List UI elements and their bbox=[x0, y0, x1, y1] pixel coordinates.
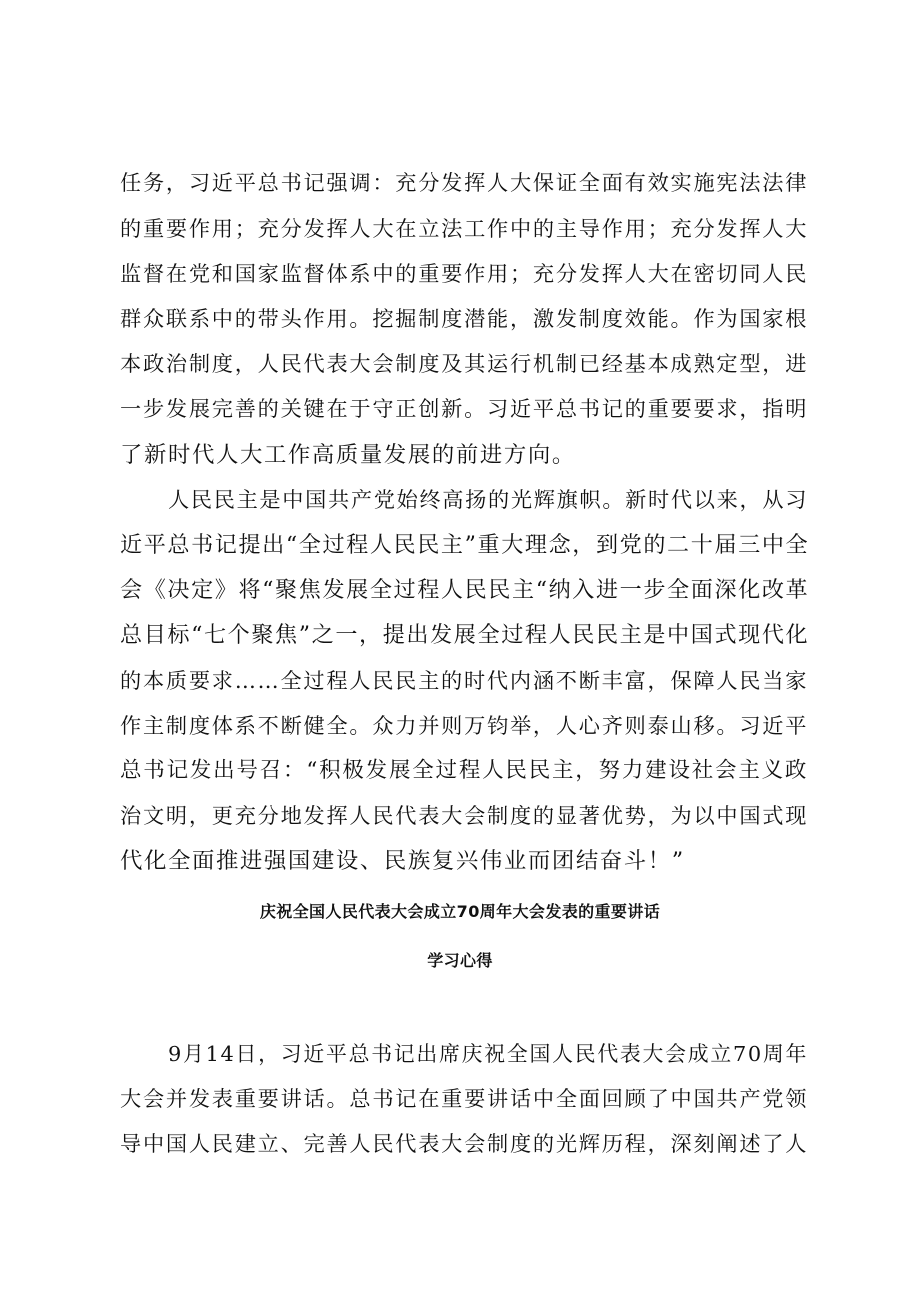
paragraph-line: 总目标“七个聚焦”之一，提出发展全过程人民民主是中国式现代化 bbox=[120, 622, 810, 648]
paragraph-line: 的重要作用；充分发挥人大在立法工作中的主导作用；充分发挥人大 bbox=[120, 216, 808, 241]
paragraph-line: 本政治制度，人民代表大会制度及其运行机制已经基本成熟定型，进 bbox=[120, 351, 808, 376]
paragraph-line: 总书记发出号召：“积极发展全过程人民民主，努力建设社会主义政 bbox=[120, 758, 808, 783]
paragraph-line: 作主制度体系不断健全。众力并则万钧举，人心齐则泰山移。习近平 bbox=[120, 713, 808, 738]
paragraph-line: 会《决定》将“聚焦发展全过程人民民主“纳入进一步全面深化改革 bbox=[120, 577, 810, 603]
paragraph-line: 群众联系中的带头作用。挖掘制度潜能，激发制度效能。作为国家根 bbox=[120, 306, 808, 331]
paragraph-line: 近平总书记提出“全过程人民民主”重大理念，到党的二十届三中全 bbox=[120, 532, 810, 558]
heading-line-2: 学习心得 bbox=[427, 951, 493, 970]
paragraph-line: 人民民主是中国共产党始终高扬的光辉旗帜。新时代以来，从习 bbox=[168, 487, 808, 512]
paragraph-line: 的本质要求……全过程人民民主的时代内涵不断丰富，保障人民当家 bbox=[120, 668, 808, 693]
paragraph-line: 治文明，更充分地发挥人民代表大会制度的显著优势，为以中国式现 bbox=[120, 803, 808, 828]
paragraph-line: 一步发展完善的关键在于守正创新。习近平总书记的重要要求，指明 bbox=[120, 396, 808, 421]
paragraph-line: 代化全面推进强国建设、民族复兴伟业而团结奋斗！” bbox=[120, 848, 685, 874]
paragraph-line: 了新时代人大工作高质量发展的前进方向。 bbox=[120, 442, 576, 468]
paragraph-line: 监督在党和国家监督体系中的重要作用；充分发挥人大在密切同人民 bbox=[120, 261, 808, 286]
paragraph-line: 9月14日，习近平总书记出席庆祝全国人民代表大会成立70周年 bbox=[168, 1042, 808, 1066]
paragraph-line: 大会并发表重要讲话。总书记在重要讲话中全面回顾了中国共产党领 bbox=[120, 1086, 808, 1111]
paragraph-line: 任务，习近平总书记强调：充分发挥人大保证全面有效实施宪法法律 bbox=[120, 170, 808, 195]
heading-line-1: 庆祝全国人民代表大会成立70周年大会发表的重要讲话 bbox=[259, 902, 661, 921]
paragraph-line: 导中国人民建立、完善人民代表大会制度的光辉历程，深刻阐述了人 bbox=[120, 1131, 808, 1156]
